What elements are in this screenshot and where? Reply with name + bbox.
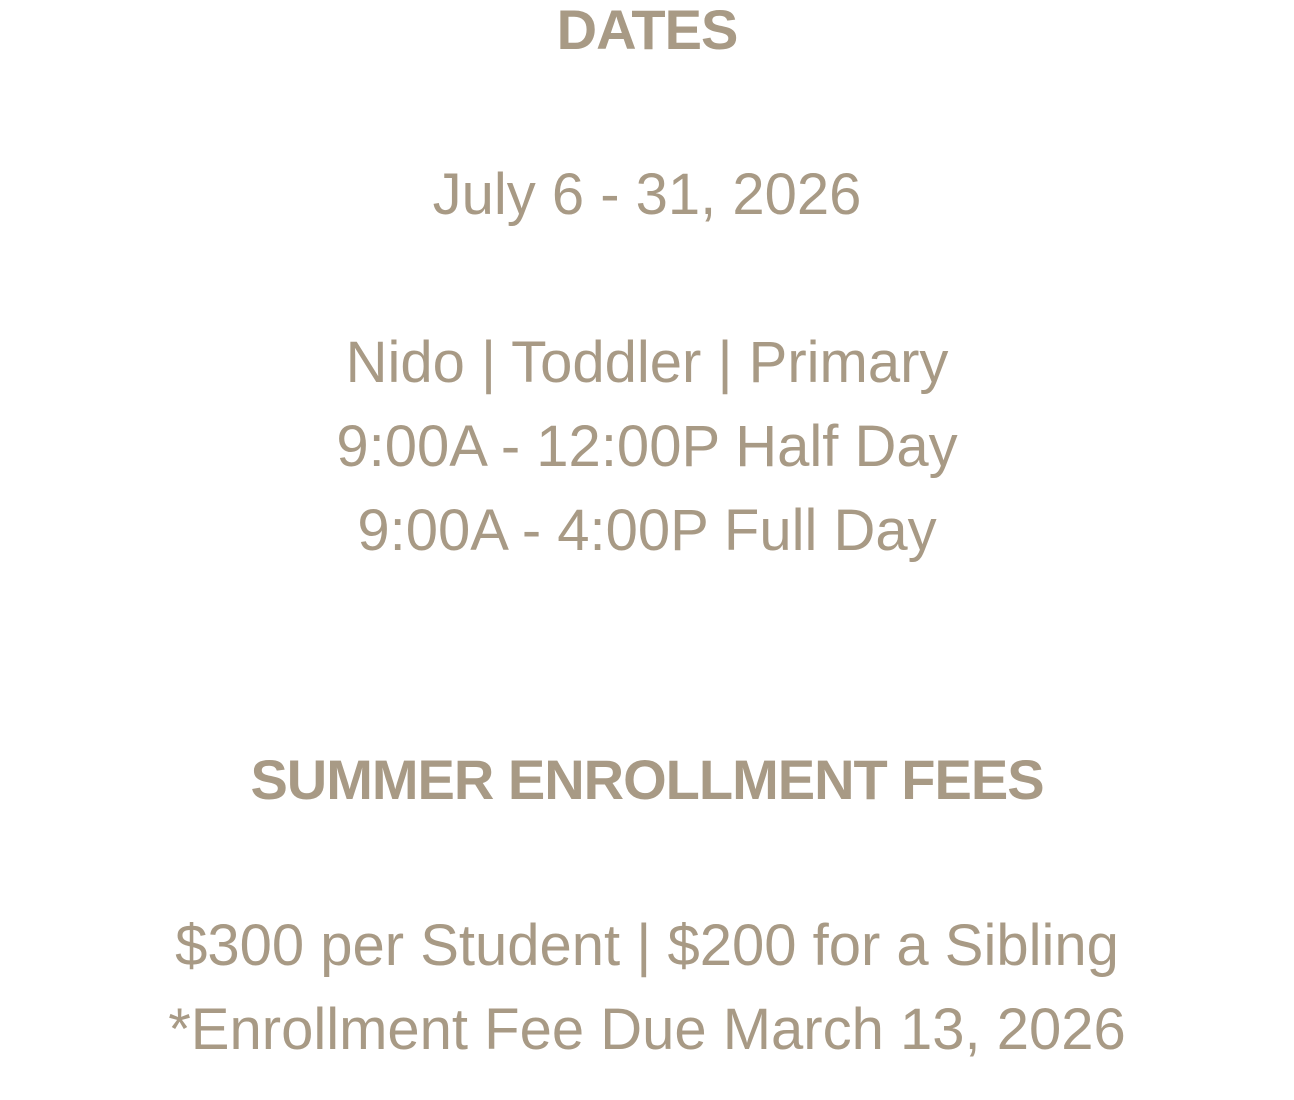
dates-heading: DATES xyxy=(556,0,738,61)
fees-heading: SUMMER ENROLLMENT FEES xyxy=(250,748,1044,811)
date-range: July 6 - 31, 2026 xyxy=(432,162,862,227)
programs-list: Nido | Toddler | Primary xyxy=(345,330,949,395)
pricing-info: $300 per Student | $200 for a Sibling xyxy=(175,913,1119,978)
fee-due-note: *Enrollment Fee Due March 13, 2026 xyxy=(168,997,1126,1062)
full-day-hours: 9:00A - 4:00P Full Day xyxy=(357,498,937,563)
half-day-hours: 9:00A - 12:00P Half Day xyxy=(336,414,958,479)
